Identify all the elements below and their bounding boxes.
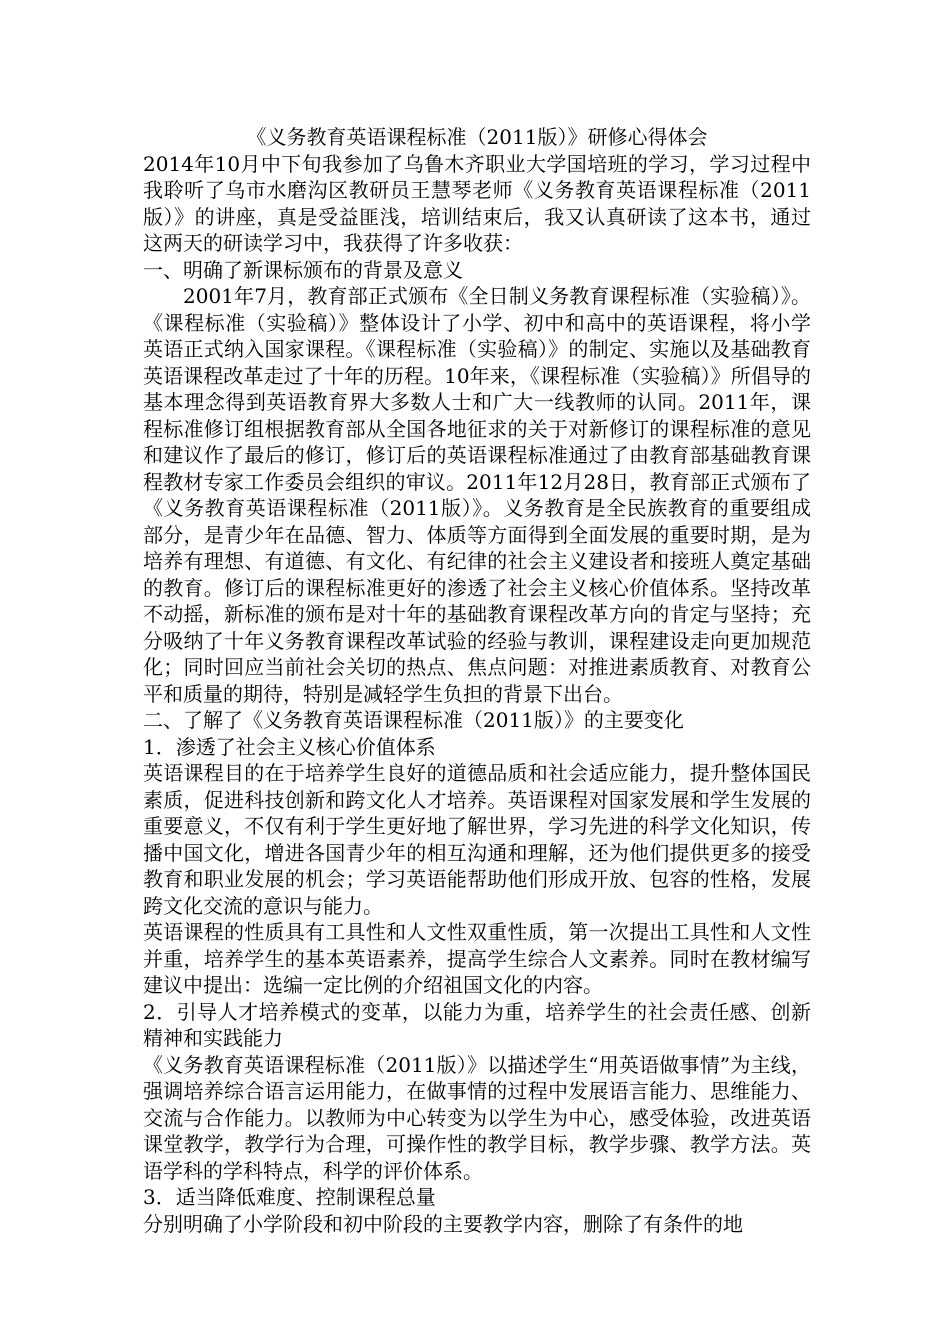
section-heading-background: 一、明确了新课标颁布的背景及意义 [143,257,463,282]
section-heading-changes: 二、了解了《义务教育英语课程标准（2011版）》的主要变化 [143,708,684,732]
subsection-heading-difficulty: 3．适当降低难度、控制课程总量 [143,1185,436,1209]
subsection-paragraph-difficulty: 分别明确了小学阶段和初中阶段的主要教学内容，删除了有条件的地 [143,1211,743,1236]
section-paragraph-background: 2001年7月，教育部正式颁布《全日制义务教育课程标准（实验稿）》。《课程标准（实验稿）》整体设计了小学、初中和高中的英语课程，将小学英语正式纳入国家课程。《课程标准（实验稿）》的制定、实施以及基础教育英语课程改革走过了十年的历程。10年来，《课程标准（实验稿）》所倡导的基本理念得到英语教育界大多数人士和广大一线教师的认同。2011年，课程标准修订组根据教育部从全国各地征求的关于对新修订的课程标准的意见和建议作了最后的修订，修订后的英语课程标准通过了由教育部基础教育课程教材专家工作委员会组织的审议。2011年12月28日，教育部正式颁布了《义务教育英语课程标准（2011版）》。义务教育是全民族教育的重要组成部分，是青少年在品德、智力、体质等方面得到全面发展的重要时期，是为培养有理想、有道德、有文化、有纪律的社会主义建设者和接班人奠定基础的教育。修订后的课程标准更好的渗透了社会主义核心价值体系。坚持改革不动摇，新标准的颁布是对十年的基础教育课程改革方向的肯定与坚持；充分吸纳了十年义务教育课程改革试验的经验与教训，课程建设走向更加规范化；同时回应当前社会关切的热点、焦点问题：对推进素质教育、对教育公平和质量的期待，特别是减轻学生负担的背景下出台。 [143,284,811,706]
subsection-heading-values: 1．渗透了社会主义核心价值体系 [143,734,436,759]
intro-paragraph: 2014年10月中下旬我参加了乌鲁木齐职业大学国培班的学习，学习过程中我聆听了乌市水磨沟区教研员王慧琴老师《义务教育英语课程标准（2011版）》的讲座，真是受益匪浅，培训结束后，我又认真研读了这本书，通过这两天的研读学习中，我获得了许多收获： [143,151,811,255]
document-title: 《义务教育英语课程标准（2011版）》研修心得体会 [246,125,708,149]
subsection-paragraph-values-2: 英语课程的性质具有工具性和人文性双重性质，第一次提出工具性和人文性并重，培养学生的基本英语素养，提高学生综合人文素养。同时在教材编写建议中提出：选编一定比例的介绍祖国文化的内容。 [143,920,811,997]
subsection-paragraph-talent: 《义务教育英语课程标准（2011版）》以描述学生“用英语做事情”为主线，强调培养综合语言运用能力，在做事情的过程中发展语言能力、思维能力、交流与合作能力。以教师为中心转变为以学生为中心，感受体验，改进英语课堂教学，教学行为合理，可操作性的教学目标，教学步骤、教学方法。英语学科的学科特点，科学的评价体系。 [143,1052,811,1183]
document-body [143,124,811,1237]
subsection-paragraph-values-1: 英语课程目的在于培养学生良好的道德品质和社会适应能力，提升整体国民素质，促进科技创新和跨文化人才培养。英语课程对国家发展和学生发展的重要意义，不仅有利于学生更好地了解世界，学习先进的科学文化知识，传播中国文化，增进各国青少年的相互沟通和理解，还为他们提供更多的接受教育和职业发展的机会；学习英语能帮助他们形成开放、包容的性格，发展跨文化交流的意识与能力。 [143,761,811,918]
subsection-heading-talent: 2．引导人才培养模式的变革，以能力为重，培养学生的社会责任感、创新精神和实践能力 [143,999,811,1050]
